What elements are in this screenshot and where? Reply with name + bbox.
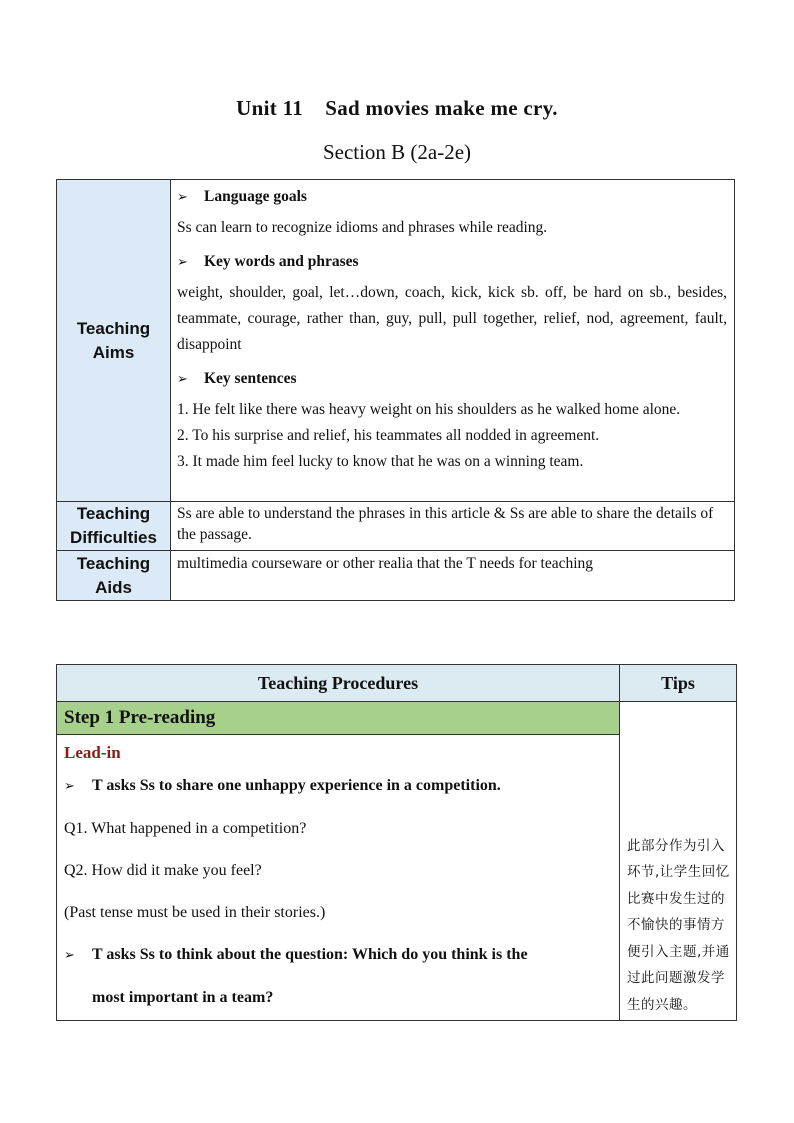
teaching-aids-label <box>57 551 171 601</box>
language-goals-text: Ss can learn to recognize idioms and phrases while reading. <box>177 219 548 236</box>
arrow-bullet-icon: ➢ <box>64 948 75 963</box>
task-2-continued: most important in a team? <box>92 989 274 1006</box>
label-line: Aims <box>92 342 135 362</box>
teaching-difficulties-row <box>57 502 735 551</box>
task-1 <box>64 765 611 808</box>
key-sentence-item: 1. He felt like there was heavy weight on his shoulders as he walked home alone. <box>177 401 681 418</box>
label-line: Teaching <box>76 504 151 523</box>
procedures-header-row <box>57 665 737 702</box>
teaching-aims-row <box>57 180 735 502</box>
question-2: Q2. How did it make you feel? <box>64 862 262 879</box>
heading-text: Key words and phrases <box>204 253 359 270</box>
document-subtitle: Section B (2a-2e) <box>322 140 472 164</box>
key-words-heading <box>177 249 727 276</box>
tense-note: (Past tense must be used in their stories.) <box>64 904 326 921</box>
key-sentences-heading <box>177 366 727 393</box>
procedures-header: Teaching Procedures <box>57 665 620 702</box>
label-line: Teaching <box>76 553 151 573</box>
task-2 <box>64 934 611 977</box>
question-1: Q1. What happened in a competition? <box>64 820 307 837</box>
teaching-difficulties-label <box>57 502 171 551</box>
key-sentence-item: 2. To his surprise and relief, his teammates all nodded in agreement. <box>177 427 600 444</box>
arrow-bullet-icon: ➢ <box>177 255 188 270</box>
task-text: T asks Ss to share one unhappy experience in a competition. <box>92 777 501 794</box>
label-line: Difficulties <box>70 528 157 547</box>
teaching-aids-row <box>57 551 735 601</box>
key-sentence-item: 3. It made him feel lucky to know that he was on a winning team. <box>177 453 584 470</box>
teaching-aims-content <box>171 180 735 502</box>
tips-text: 此部分作为引入环节,让学生回忆比赛中发生过的不愉快的事情方便引入主题,并通过此问题激发学生的兴趣。 <box>627 837 730 1013</box>
teaching-aims-label <box>57 180 171 502</box>
language-goals-heading <box>177 184 727 211</box>
label-line: Teaching <box>76 318 151 338</box>
teaching-aids-text: multimedia courseware or other realia that the T needs for teaching <box>171 551 735 601</box>
step-1-content <box>57 735 620 1021</box>
teaching-procedures-table <box>56 664 737 1021</box>
teaching-difficulties-text: Ss are able to understand the phrases in this article & Ss are able to share the details of the passage. <box>171 502 735 551</box>
arrow-bullet-icon: ➢ <box>177 190 188 205</box>
tips-header: Tips <box>620 665 737 702</box>
lead-in-heading: Lead-in <box>64 743 121 762</box>
heading-text: Key sentences <box>204 370 297 387</box>
arrow-bullet-icon: ➢ <box>177 372 188 387</box>
tips-cell <box>620 702 737 1021</box>
task-text: T asks Ss to think about the question: Which do you think is the <box>92 946 528 963</box>
label-line: Aids <box>95 577 132 597</box>
arrow-bullet-icon: ➢ <box>64 779 75 794</box>
step-1-title: Step 1 Pre-reading <box>57 702 620 735</box>
heading-text: Language goals <box>204 188 307 205</box>
teaching-aims-table <box>56 179 735 601</box>
document-title: Unit 11 Sad movies make me cry. <box>236 96 558 120</box>
key-words-text: weight, shoulder, goal, let…down, coach, kick, kick sb. off, be hard on sb., besides, teammate, courage, rather than, guy, pull, pull together, relief, nod, agreement, fault, disappoint <box>177 284 727 353</box>
step-title-row <box>57 702 737 735</box>
